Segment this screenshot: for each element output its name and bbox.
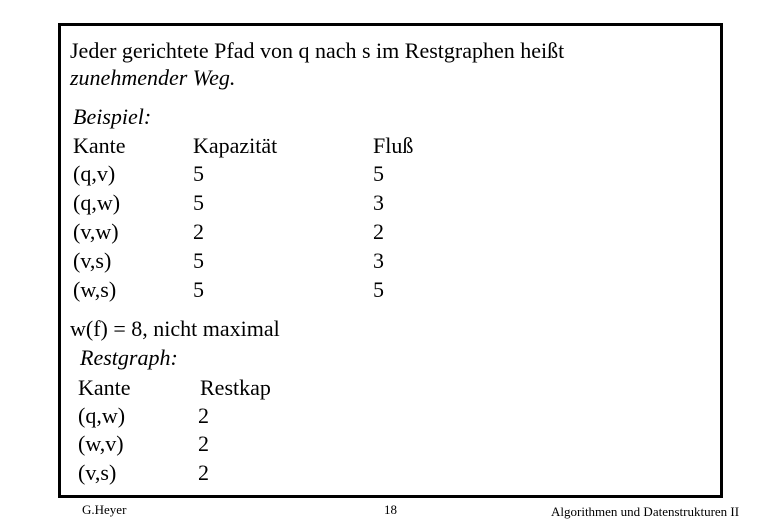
- example-row-flow: 3: [373, 190, 384, 215]
- example-row-capacity: 5: [193, 277, 204, 302]
- example-row-edge: (v,s): [73, 248, 112, 273]
- residual-row-edge: (w,v): [78, 431, 124, 456]
- example-header-edge: Kante: [73, 133, 126, 158]
- example-header-flow: Fluß: [373, 133, 414, 158]
- footer-author: G.Heyer: [82, 502, 127, 517]
- example-row-flow: 5: [373, 161, 384, 186]
- heading-line-2: zunehmender Weg.: [70, 65, 236, 90]
- example-row-capacity: 5: [193, 161, 204, 186]
- example-header-capacity: Kapazität: [193, 133, 278, 158]
- footer-page-number: 18: [384, 502, 397, 517]
- residual-row-capacity: 2: [198, 403, 209, 428]
- residual-row-capacity: 2: [198, 460, 209, 485]
- example-row-edge: (v,w): [73, 219, 119, 244]
- example-row-edge: (w,s): [73, 277, 117, 302]
- flow-value-text: w(f) = 8, nicht maximal: [70, 316, 280, 341]
- residual-header-edge: Kante: [78, 375, 131, 400]
- example-row-capacity: 5: [193, 248, 204, 273]
- example-row-edge: (q,v): [73, 161, 116, 186]
- example-row-capacity: 5: [193, 190, 204, 215]
- footer-course: Algorithmen und Datenstrukturen II: [551, 504, 740, 519]
- example-row-flow: 2: [373, 219, 384, 244]
- example-row-flow: 3: [373, 248, 384, 273]
- residual-row-edge: (v,s): [78, 460, 117, 485]
- residual-header-capacity: Restkap: [200, 375, 271, 400]
- residual-label: Restgraph:: [80, 345, 178, 370]
- slide-heading: [70, 37, 564, 91]
- example-row-edge: (q,w): [73, 190, 121, 215]
- heading-line-1: Jeder gerichtete Pfad von q nach s im Restgraphen heißt: [70, 38, 565, 63]
- slide-frame: [58, 23, 723, 498]
- example-label: Beispiel:: [73, 104, 152, 129]
- residual-row-edge: (q,w): [78, 403, 126, 428]
- residual-row-capacity: 2: [198, 431, 209, 456]
- example-row-capacity: 2: [193, 219, 204, 244]
- example-row-flow: 5: [373, 277, 384, 302]
